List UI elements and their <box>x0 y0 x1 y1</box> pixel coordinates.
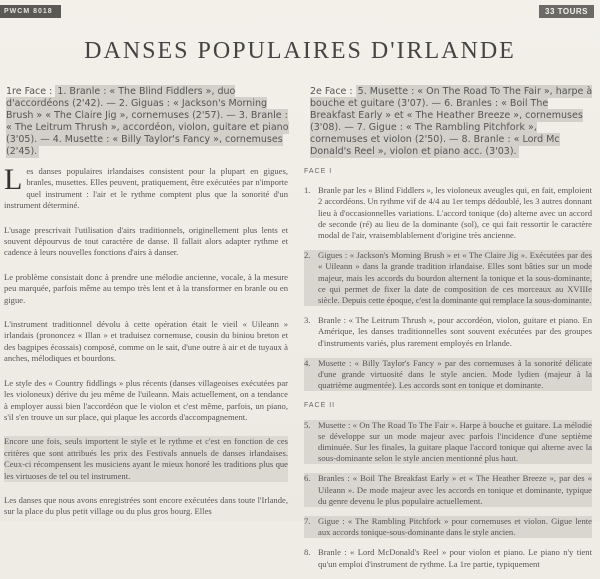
intro-paragraph <box>4 495 288 518</box>
intro-text-5: Le style des « Country fiddlings » plus récents (danses villageoises exécutées par les violoneux) dérive du jeu même de l'uileann. Mais actuellement, on a tendance à employer aussi bien l'accordéon que le violon et c'est même, parfois, un piano, s'il s'en trouve un sur place, qui plaque les accords d'accompagnement. <box>4 377 288 422</box>
track-number: 2. <box>304 250 311 261</box>
top-bar <box>0 5 600 21</box>
face-2-text: 5. Musette : « On The Road To The Fair », harpe à bouche et guitare (3'07). — 6. Branles : « Boil The Breakfast Early » et « The Heather Breeze », cornemuses (3'08). — 7. Gigue : « The Rambling Pitchfork », cornemuses et violon (2'50). — 8. Branle : « Lord Mc Donald's Reel », violon et piano acc. (3'03). <box>310 86 593 157</box>
track-note-text: Branle : « Lord McDonald's Reel » pour violon et piano. Le piano n'y tient qu'un emploi d'instrument de rythme. La 1re partie, typiquement <box>318 547 592 569</box>
track-number: 7. <box>304 516 311 527</box>
face-2-label: 2e Face : <box>310 86 353 97</box>
track-number: 6. <box>304 473 311 484</box>
track-note-text: Musette : « On The Road To The Fair ». Harpe à bouche et guitare. La mélodie se développe sur un mode majeur avec parfois l'incidence d'une septième diminuée. Sur les finales, la guitare plaque l'accord tonique qui alterne avec la sous-dominante selon le style ancien mentionné plus haut. <box>318 419 592 464</box>
intro-paragraph <box>4 436 288 482</box>
intro-text-3: Le problème consistait donc à prendre une mélodie ancienne, vocale, à la mesure peu marquée, parfois même au tempo très lent et à la transformer en branle ou en gigue. <box>4 271 288 305</box>
track-note <box>304 315 592 349</box>
face-1-text: 1. Branle : « The Blind Fiddlers », duo d'accordéons (2'42). — 2. Giguas : « Jackson's Morning Brush » « The Claire Jig », cornemuses (2'57). — 3. Branle : « The Leitrum Thrush », accordéon, violon, guitare et piano (3'05). — 4. Musette : « Billy Taylor's Fancy », cornemuses (2'45). <box>6 86 289 157</box>
intro-text-2: L'usage prescrivait l'utilisation d'airs traditionnels, originellement plus lents et souvent dépourvus de tout caractère de danse. Il fallait alors adapter rythme et cadence à leurs nouvelles fonctions d'airs à danser. <box>4 224 288 258</box>
page-title: DANSES POPULAIRES D'IRLANDE <box>84 38 516 64</box>
track-note <box>304 420 592 465</box>
intro-paragraph <box>4 319 288 365</box>
intro-paragraph <box>4 225 288 259</box>
track-notes-column <box>304 166 592 579</box>
intro-paragraph <box>4 272 288 306</box>
face-1-label: 1re Face : <box>6 86 53 97</box>
track-note-text: Branle par les « Blind Fiddlers », les violoneux aveugles qui, en fait, emploient 2 accordéons. Un rythme vif de 4/4 au 1er temps dédoublé, les 3 autres donnant lieu à d'occasionnelles variations. L'accord tonique (do) alterne avec un accord de seconde (ré) au lieu de la dominante (sol), ce qui fait ressortir le caractère modal de l'air, vraisemblablement d'origine très ancienne. <box>318 185 592 241</box>
track-number: 5. <box>304 419 311 430</box>
track-note <box>304 547 592 569</box>
face-1-tracklist <box>6 86 296 158</box>
intro-paragraph <box>4 378 288 424</box>
track-number: 3. <box>304 315 311 326</box>
face-2-heading: FACE II <box>304 402 336 410</box>
intro-paragraph <box>4 163 288 212</box>
intro-text-7: Les danses que nous avons enregistrées sont encore exécutées dans toute l'Irlande, sur la place du plus petit village ou du plus gros bourg. Elles <box>4 494 288 517</box>
track-note-text: Gigue : « The Rambling Pitchfork » pour cornemuses et violon. Gigue lente aux accords tonique-sous-dominante dans le style ancien. <box>318 516 592 538</box>
intro-text-6: Encore une fois, seuls importent le style et le rythme et c'est en fonction de ces critères que sont attribués les prix des Festivals annuels de danses irlandaises. Ceux-ci récompensent les musiciens ayant le mieux honoré les traditions plus que les virtuoses de tel ou tel instrument. <box>4 436 288 481</box>
intro-text-4: L'instrument traditionnel dévolu à cette opération était le vieil « Uileann » irlandais (prononcez « Illan » et traduisez cornemuse, cousin du biniou breton et des bagpipes écossais) composé, comme on le sait, d'une outre à air et de tuyaux à anches, mélodiques et bourdons. <box>4 319 288 364</box>
drop-cap: L <box>4 163 23 196</box>
track-note-text: Branle : « The Leitrum Thrush », pour accordéon, violon, guitare et piano. En Amérique, les danses traditionnelles sont souvent exécutées par des groupes d'instruments variés, plus rarement employés en Irlande. <box>318 315 592 348</box>
track-note-text: Gigues : « Jackson's Morning Brush » et « The Claire Jig ». Exécutées par des « Uileann » dans la grande tradition irlandaise. Elles sont bâties sur un mode majeur, mais les accords du bourdon alternent la tonique et la sous-dominante, ce qui permet de fixer la date de composition de ces morceaux au XVIIIe siècle. Depuis cette époque, c'est la dominante qui remplace la sous-dominante. <box>318 250 592 306</box>
face-2-tracklist <box>310 86 594 158</box>
track-number: 1. <box>304 185 311 196</box>
tracklist <box>6 86 594 157</box>
format-label: 33 TOURS <box>539 5 594 18</box>
track-number: 4. <box>304 357 311 368</box>
track-note-text: Branles : « Boil The Breakfast Early » et « The Heather Breeze », par des « Uileann ». De mode majeur avec les accords en tonique et dominante, typique du genre devenu le plus populaire actuellement. <box>318 473 592 506</box>
track-note <box>304 185 592 241</box>
track-number: 8. <box>304 547 311 558</box>
face-1-heading: FACE I <box>304 168 333 175</box>
track-note-text: Musette : « Billy Taylor's Fancy » par des cornemuses à la sonorité délicate d'une grande virtuosité dans le style ancien. Mode lydien (majeur à la quatrième augmentée). Les accords sont en tonique et dominante. <box>318 357 592 391</box>
intro-text-1: es danses populaires irlandaises consistent pour la plupart en gigues, branles, musettes. Elles peuvent, pratiquement, être exécutées par n'importe quel instrument : l'air et le rythme comptent plus que la sonorité d'un instrument déterminé. <box>4 166 288 211</box>
track-note <box>304 358 592 392</box>
track-note <box>304 473 592 507</box>
catalog-label: PWCM 8018 <box>0 5 61 18</box>
intro-column <box>4 163 288 531</box>
track-note <box>304 250 592 306</box>
track-note <box>304 516 592 538</box>
